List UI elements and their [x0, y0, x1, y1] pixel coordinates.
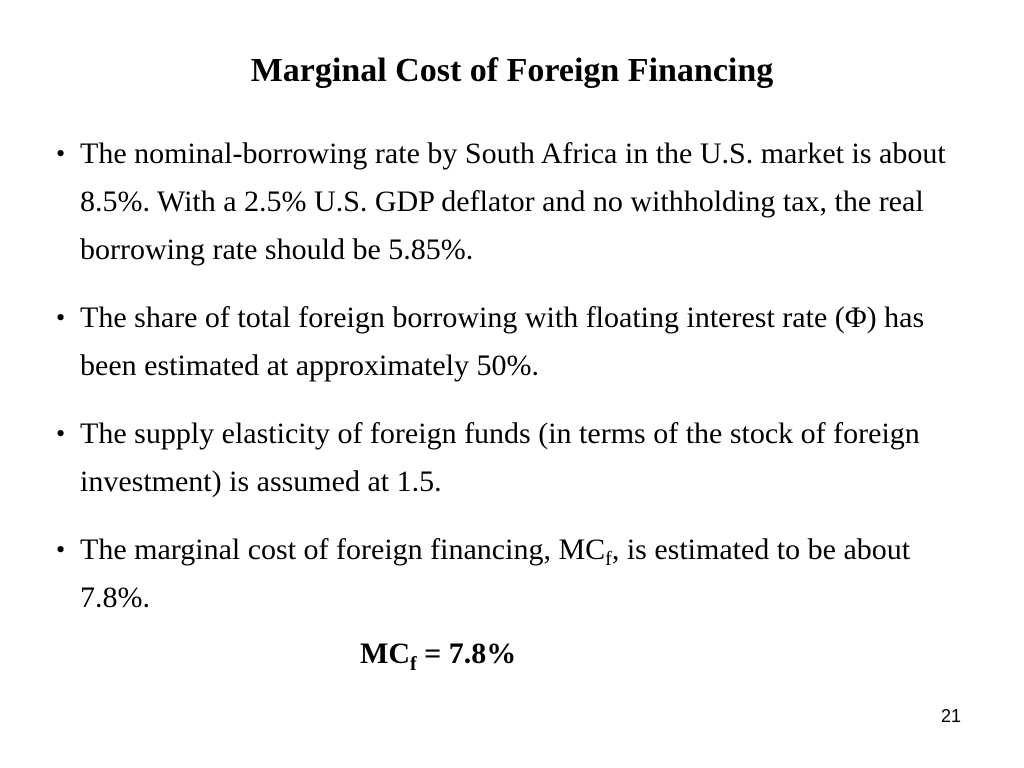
- slide-title: Marginal Cost of Foreign Financing: [250, 52, 774, 89]
- result-formula: [360, 634, 516, 674]
- bullet-item-nominal-rate: [56, 130, 976, 274]
- page-number: 21: [940, 706, 961, 726]
- formula-subscript: f: [409, 653, 417, 675]
- bullet-item-marginal-cost: [56, 526, 976, 622]
- formula-main: MC: [360, 637, 410, 670]
- bullet-subscript: f: [605, 548, 612, 570]
- bullet-list: [56, 130, 976, 642]
- bullet-text-before: The marginal cost of foreign financing, MC: [80, 533, 606, 566]
- bullet-icon: •: [56, 139, 66, 168]
- bullet-text: The nominal-borrowing rate by South Africa in the U.S. market is about 8.5%. With a 2.5% U.S. GDP deflator and no withholding tax, the real borrowing rate should be 5.85%.: [80, 137, 946, 266]
- bullet-icon: •: [56, 419, 66, 448]
- formula-rest: = 7.8%: [416, 637, 517, 670]
- bullet-icon: •: [56, 303, 66, 332]
- bullet-text-after: , is estimated to be about 7.8%.: [80, 533, 911, 614]
- bullet-text: The supply elasticity of foreign funds (in terms of the stock of foreign investment) is assumed at 1.5.: [80, 417, 920, 498]
- bullet-text: [80, 533, 910, 614]
- bullet-text: The share of total foreign borrowing with floating interest rate (Φ) has been estimated at approximately 50%.: [80, 301, 925, 382]
- bullet-item-floating-share: [56, 294, 976, 390]
- bullet-icon: •: [56, 535, 66, 564]
- bullet-item-supply-elasticity: [56, 410, 976, 506]
